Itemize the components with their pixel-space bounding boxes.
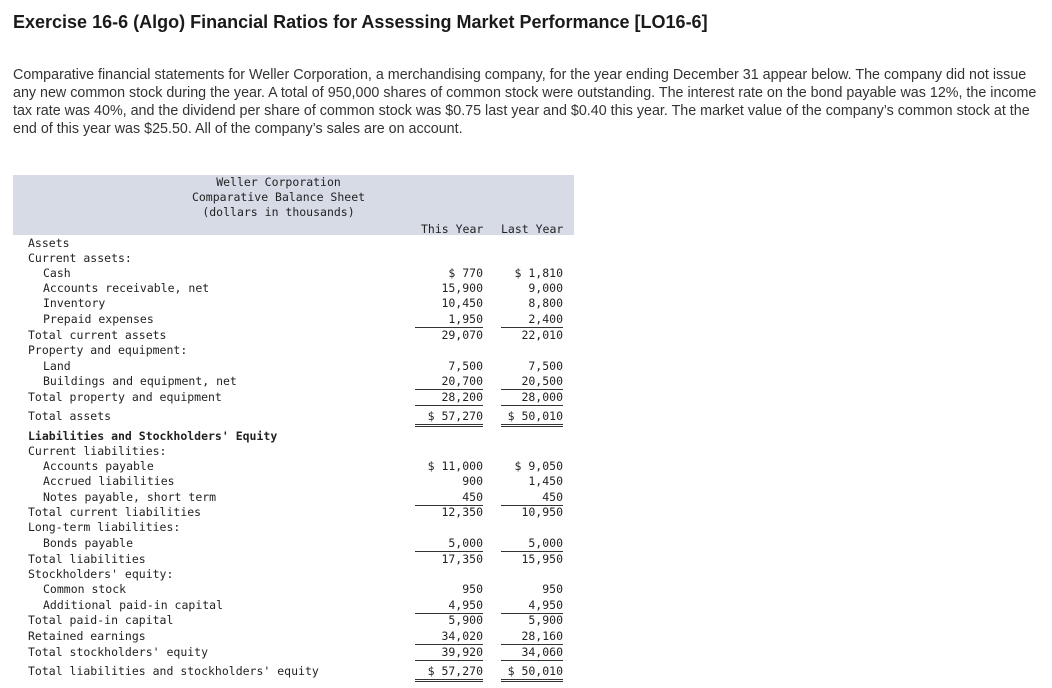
row-label: Buildings and equipment, net	[43, 374, 237, 388]
value-last-year: 22,010	[521, 328, 563, 342]
row-label: Total assets	[28, 409, 112, 423]
value-last-year: 5,000	[501, 536, 563, 552]
row-total-liabilities-and-equity	[13, 664, 574, 679]
subsection-long-term-liabilities	[13, 520, 574, 535]
page-title: Exercise 16-6 (Algo) Financial Ratios for Assessing Market Performance [LO16-6]	[13, 12, 708, 32]
column-header-this-year: This Year	[421, 222, 484, 236]
row-label: Cash	[43, 266, 71, 280]
value-this-year: 12,350	[441, 505, 483, 519]
value-last-year: 10,950	[521, 505, 563, 519]
value-last-year: 20,500	[501, 374, 563, 390]
value-this-year: $ 11,000	[427, 459, 483, 473]
row-label: Inventory	[43, 296, 106, 310]
value-this-year: 39,920	[415, 645, 483, 661]
row-label: Total stockholders' equity	[28, 645, 209, 659]
row-total-current-liabilities	[13, 505, 574, 520]
value-this-year: 34,020	[415, 629, 483, 645]
intro-paragraph	[13, 66, 1043, 138]
value-last-year: 28,000	[501, 390, 563, 406]
value-this-year: $ 57,270	[415, 664, 483, 682]
value-this-year: 7,500	[448, 359, 483, 373]
column-header-last-year: Last Year	[501, 222, 564, 236]
value-this-year: 28,200	[415, 390, 483, 406]
value-last-year: 8,800	[528, 296, 563, 310]
row-buildings-equipment	[13, 374, 574, 389]
value-this-year: 450	[415, 490, 483, 506]
value-last-year: 950	[542, 582, 563, 596]
value-last-year: 450	[501, 490, 563, 506]
row-land	[13, 359, 574, 374]
value-last-year: 28,160	[501, 629, 563, 645]
row-total-paid-in-capital	[13, 613, 574, 628]
subsection-current-liabilities	[13, 444, 574, 459]
value-this-year: $ 57,270	[415, 409, 483, 427]
row-label: Additional paid-in capital	[43, 598, 224, 612]
row-label: Accounts payable	[43, 459, 154, 473]
row-label: Accounts receivable, net	[43, 281, 210, 295]
row-notes-payable	[13, 490, 574, 505]
row-label: Total property and equipment	[28, 390, 222, 404]
row-label: Property and equipment:	[28, 343, 188, 357]
row-label: Bonds payable	[43, 536, 134, 550]
row-label: Assets	[28, 236, 70, 250]
row-label: Liabilities and Stockholders' Equity	[28, 429, 278, 443]
value-this-year: 20,700	[415, 374, 483, 390]
value-this-year: 10,450	[441, 296, 483, 310]
value-last-year: 5,900	[528, 613, 563, 627]
row-label: Retained earnings	[28, 629, 146, 643]
row-inventory	[13, 296, 574, 311]
row-retained-earnings	[13, 629, 574, 644]
value-this-year: 5,900	[448, 613, 483, 627]
value-last-year: 7,500	[528, 359, 563, 373]
value-this-year: $ 770	[448, 266, 483, 280]
row-label: Current liabilities:	[28, 444, 167, 458]
subsection-current-assets	[13, 251, 574, 266]
value-last-year: 2,400	[501, 312, 563, 328]
company-name: Weller Corporation	[216, 175, 341, 189]
balance-sheet	[13, 175, 574, 685]
row-label: Land	[43, 359, 71, 373]
row-accounts-payable	[13, 459, 574, 474]
row-label: Prepaid expenses	[43, 312, 154, 326]
value-this-year: 5,000	[415, 536, 483, 552]
value-this-year: 29,070	[441, 328, 483, 342]
row-label: Long-term liabilities:	[28, 520, 181, 534]
row-bonds-payable	[13, 536, 574, 551]
value-this-year: 1,950	[415, 312, 483, 328]
row-total-liabilities	[13, 552, 574, 567]
row-label: Stockholders' equity:	[28, 567, 174, 581]
row-accrued-liabilities	[13, 474, 574, 489]
row-label: Total current assets	[28, 328, 167, 342]
row-total-current-assets	[13, 328, 574, 343]
row-accounts-receivable	[13, 281, 574, 296]
row-prepaid-expenses	[13, 312, 574, 327]
value-this-year: 17,350	[441, 552, 483, 566]
subsection-stockholders-equity	[13, 567, 574, 582]
row-label: Accrued liabilities	[43, 474, 175, 488]
value-last-year: $ 50,010	[501, 664, 563, 682]
value-this-year: 900	[462, 474, 483, 488]
row-additional-paid-in-capital	[13, 598, 574, 613]
row-label: Total liabilities	[28, 552, 146, 566]
row-label: Total current liabilities	[28, 505, 202, 519]
section-assets	[13, 236, 574, 251]
value-last-year: 4,950	[501, 598, 563, 614]
value-last-year: 34,060	[501, 645, 563, 661]
row-common-stock	[13, 582, 574, 597]
row-label: Total paid-in capital	[28, 613, 174, 627]
value-last-year: 15,950	[521, 552, 563, 566]
subsection-property-equipment	[13, 343, 574, 358]
row-label: Current assets:	[28, 251, 132, 265]
row-label: Total liabilities and stockholders' equity	[28, 664, 319, 678]
value-this-year: 950	[462, 582, 483, 596]
row-label: Common stock	[43, 582, 127, 596]
row-total-assets	[13, 409, 574, 424]
statement-name: Comparative Balance Sheet	[191, 190, 366, 204]
value-this-year: 15,900	[441, 281, 483, 295]
intro-text: Comparative financial statements for Weller Corporation, a merchandising company, for the year ending December 31 appear below. The company did not issue any new common stock during the year. A total of 950,000 shares of common stock were outstanding. The interest rate on the bond payable was 12%, the income tax rate was 40%, and the dividend per share of common stock was $0.75 last year and $0.40 this year. The market value of the company’s common stock at the end of this year was $25.50. All of the company’s sales are on account.	[13, 67, 1037, 137]
value-last-year: 1,450	[528, 474, 563, 488]
statement-units: (dollars in thousands)	[202, 205, 355, 219]
value-last-year: $ 9,050	[514, 459, 563, 473]
section-liabilities-equity	[13, 429, 574, 444]
value-last-year: $ 1,810	[514, 266, 563, 280]
row-total-property-equipment	[13, 390, 574, 405]
value-last-year: $ 50,010	[501, 409, 563, 427]
value-this-year: 4,950	[415, 598, 483, 614]
row-total-stockholders-equity	[13, 645, 574, 660]
row-cash	[13, 266, 574, 281]
value-last-year: 9,000	[528, 281, 563, 295]
row-label: Notes payable, short term	[43, 490, 217, 504]
